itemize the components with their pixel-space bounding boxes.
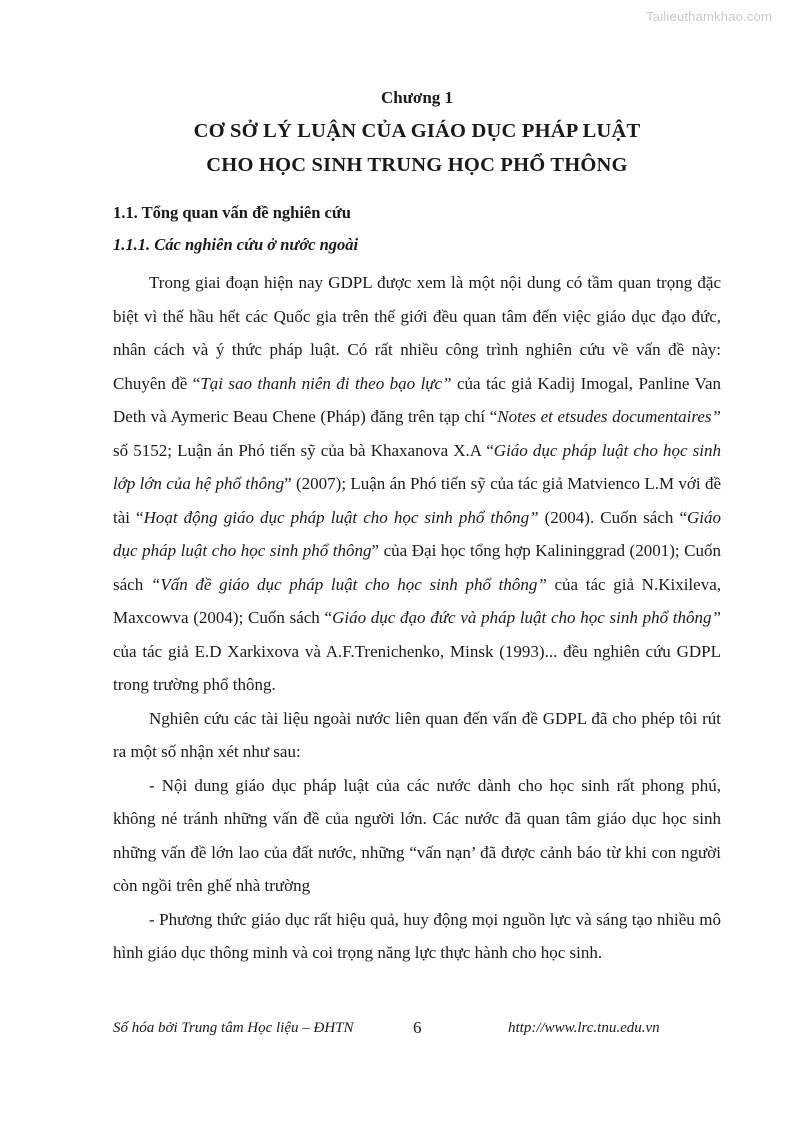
section-heading-1-1-1: 1.1.1. Các nghiên cứu ở nước ngoài [113,235,359,254]
paragraph-1-part-b: của tác giả Kadij Imogal, Panline Van Deth và Aymeric Beau Chene (Pháp) đăng trên tạp chí “ [113,373,721,426]
footer-library-credit: Số hóa bởi Trung tâm Học liệu – ĐHTN [113,1020,354,1036]
citation-title-5: Giáo dục pháp luật cho học sinh phổ thông [113,507,721,560]
section-heading-1-1: 1.1. Tổng quan vấn đề nghiên cứu [113,203,351,222]
document-content [113,84,721,970]
chapter-label: Chương 1 [380,88,454,107]
paragraph-2: Nghiên cứu các tài liệu ngoài nước liên quan đến vấn đề GDPL đã cho phép tôi rút ra một số nhận xét như sau: [113,708,721,761]
citation-title-6: “Vấn đề giáo dục pháp luật cho học sinh phổ thông” [150,574,547,594]
citation-title-1: Tại sao thanh niên đi theo bạo lực” [200,373,452,393]
paragraph-1-part-c: số 5152; Luận án Phó tiến sỹ của bà Khaxanova X.A “ [113,440,494,460]
paragraph-1-part-g: của tác giả N.Kixileva, Maxcowva (2004); Cuốn sách “ [113,574,721,627]
paragraph-4: - Phương thức giáo dục rất hiệu quả, huy động mọi nguồn lực và sáng tạo nhiều mô hình giáo dục thông minh và coi trọng năng lực thực hành cho học sinh. [113,909,721,962]
watermark-text: Tailieuthamkhao.com [646,9,772,24]
page-footer [113,1016,721,1044]
citation-title-3: Giáo dục pháp luật cho học sinh lớp lớn của hệ phổ thông [113,440,722,493]
document-title-line-1: CƠ SỞ LÝ LUẬN CỦA GIÁO DỤC PHÁP LUẬT [193,120,641,142]
document-title-line-2: CHO HỌC SINH TRUNG HỌC PHỔ THÔNG [206,154,628,176]
paragraph-3: - Nội dung giáo dục pháp luật của các nước dành cho học sinh rất phong phú, không né tránh những vấn đề của người lớn. Các nước đã quan tâm giáo dục học sinh những vấn đề lớn lao của đất nước, những “vấn nạn’ đã được cảnh báo từ khi con người còn ngồi trên ghế nhà trường [113,775,721,895]
page-number: 6 [413,1018,422,1037]
footer-url: http://www.lrc.tnu.edu.vn [508,1020,660,1036]
paragraph-1-part-h: của tác giả E.D Xarkixova và A.F.Trenichenko, Minsk (1993)... đều nghiên cứu GDPL trong trường phổ thông. [113,641,721,694]
paragraph-1-part-f: ” của Đại học tổng hợp Kalininggrad (2001); Cuốn sách [113,541,721,594]
paragraph-1-part-e: (2004). Cuốn sách “ [538,507,687,527]
paragraph-1-part-d: ” (2007); Luận án Phó tiến sỹ của tác giả Matvienco L.M với đề tài “ [113,474,722,527]
citation-title-4: Hoạt động giáo dục pháp luật cho học sinh phổ thông” [143,507,539,527]
citation-title-2: Notes et etsudes documentaires” [497,407,722,426]
citation-title-7: Giáo dục đạo đức và pháp luật cho học sinh phổ thông” [332,608,721,627]
paragraph-1-part-a: Trong giai đoạn hiện nay GDPL được xem là một nội dung có tầm quan trọng đặc biệt vì thế hầu hết các Quốc gia trên thế giới đều quan tâm đến việc giáo dục đạo đức, nhân cách và ý thức pháp luật. Có rất nhiều công trình nghiên cứu về vấn đề này: Chuyên đề “ [113,273,721,393]
paragraph-1 [113,266,721,702]
